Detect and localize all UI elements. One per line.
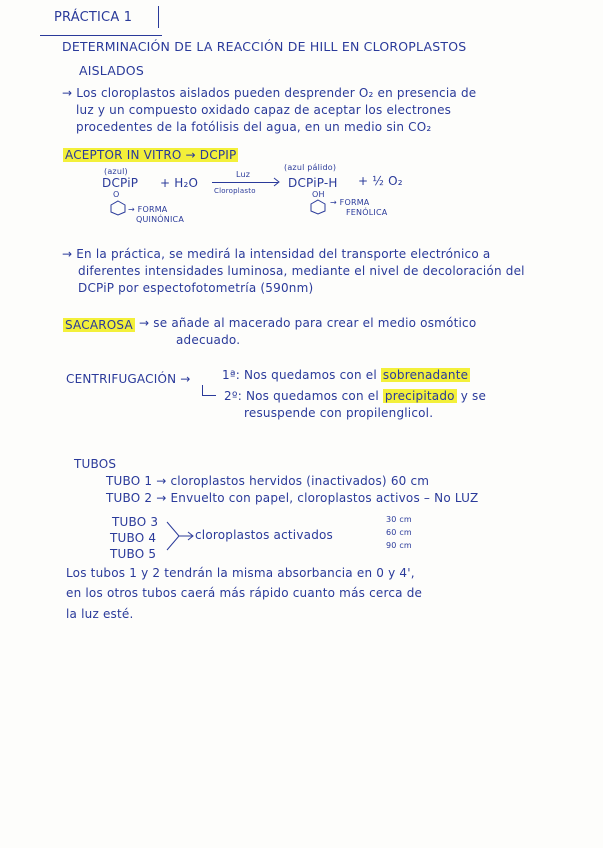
product-o2: + ½ O₂ [358,174,403,188]
forma-fenolica-2: FENÓLICA [346,208,388,217]
grouping-arrow-icon [165,520,195,554]
note-azul: (azul) [104,167,128,176]
forma-fenolica-1: → FORMA [330,198,370,207]
conclusion-line3: la luz esté. [66,607,134,621]
reactant-dcpip: DCPiP [102,176,139,190]
aceptor-label: ACEPTOR IN VITRO → DCPIP [65,148,237,162]
centrifugacion-step2-line2: resuspende con propilenglicol. [244,406,434,420]
tubo4-label: TUBO 4 [110,531,157,545]
centrifugacion-step2 [224,389,486,403]
branch-arrow [202,395,216,396]
arrow-cloroplasto: Cloroplasto [214,187,256,195]
page-title: DETERMINACIÓN DE LA REACCIÓN DE HILL EN CLOROPLASTOS [62,39,467,54]
intro-line3: procedentes de la fotólisis del agua, en un medio sin CO₂ [76,120,432,134]
practica-label: PRÁCTICA 1 [54,10,133,25]
phenol-ring-icon [310,199,326,215]
tubo3-label: TUBO 3 [112,515,159,529]
centrifugacion-label: CENTRIFUGACIÓN → [66,372,191,386]
forma-quinonica-1: → FORMA [128,205,168,214]
arrow-luz: Luz [236,170,251,179]
practica-line3: DCPiP por espectofotometría (590nm) [78,281,314,295]
step2-text: 2º: Nos quedamos con el [224,389,379,403]
intro-line2: luz y un compuesto oxidado capaz de aceptar los electrones [76,103,452,117]
distance-30: 30 cm [386,515,412,524]
step2-suffix: y se [460,389,487,403]
header-rule [40,35,162,36]
activados-label: cloroplastos activados [195,528,334,542]
sacarosa-line1: → se añade al macerado para crear el medio osmótico [139,316,477,330]
branch-line [202,385,203,395]
tubo1-row: TUBO 1 → cloroplastos hervidos (inactivados) 60 cm [106,474,430,488]
conclusion-line1: Los tubos 1 y 2 tendrán la misma absorbancia en 0 y 4', [66,566,415,580]
tubo5-label: TUBO 5 [110,547,157,561]
reactant-h2o: + H₂O [160,176,199,190]
conclusion-line2: en los otros tubos caerá más rápido cuanto más cerca de [66,586,423,600]
tubos-heading: TUBOS [74,457,117,471]
quinone-ring-icon [110,200,126,216]
note-incoloro: (azul pálido) [284,163,337,172]
header-divider [158,6,159,28]
o-label: O [113,190,120,199]
reaction-arrow [212,182,278,183]
sacarosa-line2: adecuado. [176,333,241,347]
step1-text: 1ª: Nos quedamos con el [222,368,377,382]
sacarosa-label: SACAROSA [65,318,133,332]
practica-line1: → En la práctica, se medirá la intensidad del transporte electrónico a [62,247,491,261]
centrifugacion-step1 [222,368,470,382]
practica-line2: diferentes intensidades luminosa, mediante el nivel de decoloración del [78,264,525,278]
step1-highlight: sobrenadante [382,368,469,382]
intro-line1: → Los cloroplastos aislados pueden desprender O₂ en presencia de [62,86,477,100]
oh-label: OH [312,190,325,199]
page-title-line2: AISLADOS [79,63,144,78]
arrow-head-icon [274,178,280,187]
tubo2-row: TUBO 2 → Envuelto con papel, cloroplastos activos – No LUZ [106,491,479,505]
product-dcpiph: DCPiP-H [288,176,338,190]
distance-90: 90 cm [386,541,412,550]
step2-highlight: precipitado [384,389,455,403]
distance-60: 60 cm [386,528,412,537]
forma-quinonica-2: QUINÓNICA [136,215,184,224]
